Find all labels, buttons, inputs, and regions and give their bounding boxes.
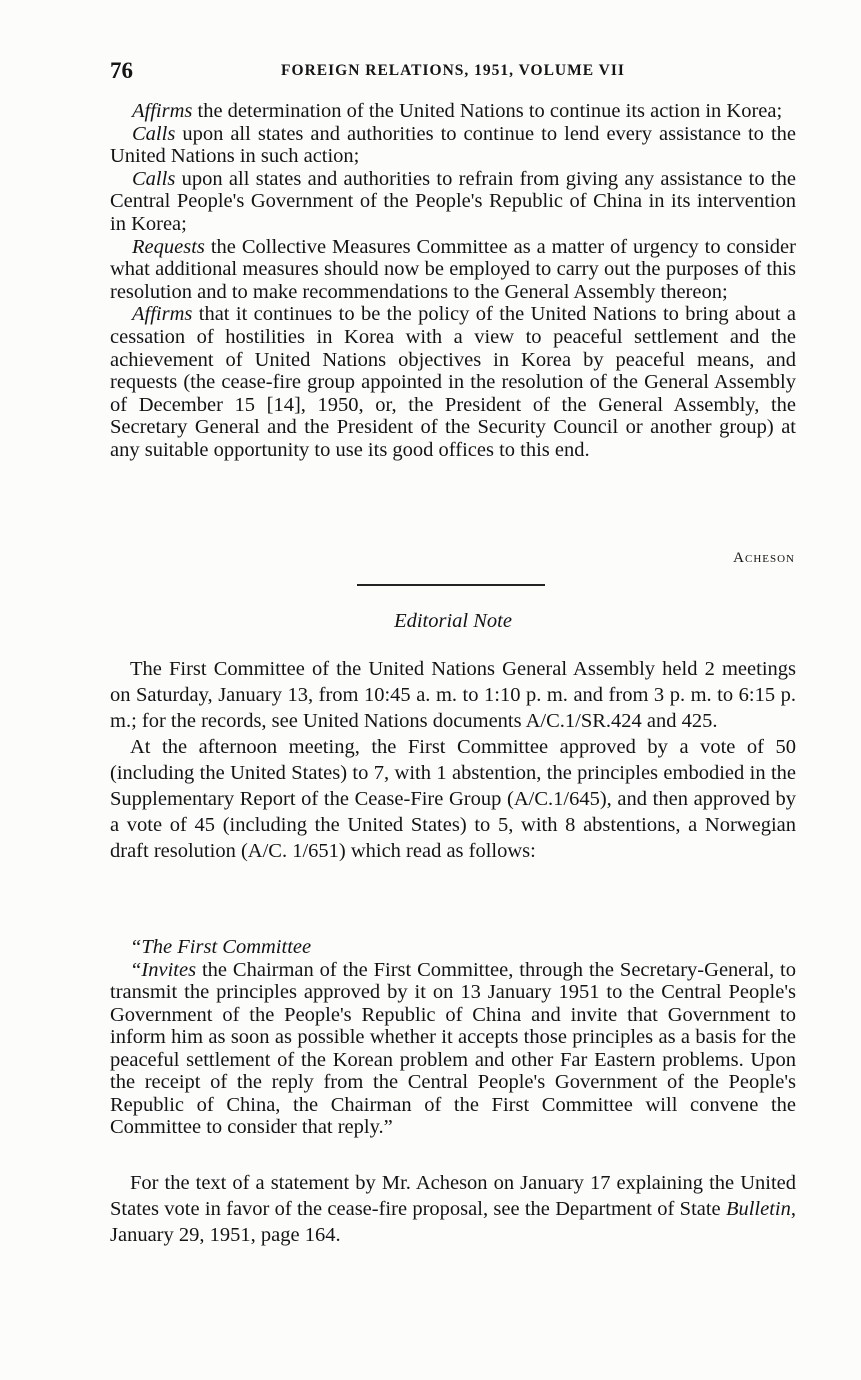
quote-paragraph: [110, 959, 796, 1139]
closing-text: For the text of a statement by Mr. Acheson on January 17 explaining the United States vote in favor of the cease-fire proposal, see the Department of State: [110, 1172, 796, 1220]
resolution-paragraph: [110, 236, 796, 304]
signature: Acheson: [733, 550, 795, 566]
resolution-body: the Collective Measures Committee as a matter of urgency to consider what additional measures should now be employed to carry out the purposes of this resolution and to make recommendations to the General Assembly thereon;: [110, 235, 796, 303]
resolution-text: [110, 100, 796, 462]
editorial-note-body: [110, 656, 796, 864]
resolution-lead: Calls: [132, 167, 176, 190]
running-title: FOREIGN RELATIONS, 1951, VOLUME VII: [281, 62, 625, 79]
resolution-paragraph: [110, 168, 796, 236]
closing-text-end: , January 29, 1951, page 164.: [110, 1198, 796, 1246]
editorial-note-title: Editorial Note: [394, 610, 512, 632]
resolution-lead: Requests: [132, 235, 205, 258]
closing-note: [110, 1170, 796, 1248]
resolution-body: upon all states and authorities to refrain from giving any assistance to the Central People's Government of the People's Republic of China in its intervention in Korea;: [110, 167, 796, 235]
resolution-body: the determination of the United Nations to continue its action in Korea;: [192, 100, 783, 122]
resolution-lead: Affirms: [132, 100, 193, 122]
resolution-body: that it continues to be the policy of the United Nations to bring about a cessation of hostilities in Korea with a view to peaceful settlement and the achievement of United Nations objectives in Korea by peaceful means, and requests (the cease-fire group appointed in the resolution of the General Assembly of December 15 [14], 1950, or, the President of the General Assembly, the Secretary General and the President of the Security Council or another group) at any suitable opportunity to use its good offices to this end.: [110, 303, 796, 461]
resolution-paragraph: [110, 100, 796, 123]
editorial-paragraph: At the afternoon meeting, the First Committee approved by a vote of 50 (including the United States) to 7, with 1 abstention, the principles embodied in the Supplementary Report of the Cease-Fire Group (A/C.1/645), and then approved by a vote of 45 (including the United States) to 5, with 8 abstentions, a Norwegian draft resolution (A/C. 1/651) which read as follows:: [110, 736, 796, 862]
editorial-paragraph: The First Committee of the United Nations General Assembly held 2 meetings on Saturday, January 13, from 10:45 a. m. to 1:10 p. m. and from 3 p. m. to 6:15 p. m.; for the records, see United Nations documents A/C.1/SR.424 and 425.: [110, 658, 796, 732]
page-header: [110, 58, 796, 88]
quote-heading: “The First Committee: [130, 936, 312, 958]
resolution-lead: Calls: [132, 122, 176, 145]
closing-paragraph: [110, 1170, 796, 1248]
bulletin-title: Bulletin: [725, 1198, 791, 1220]
quote-lead: “Invites: [130, 958, 197, 981]
quoted-resolution: [110, 936, 796, 1139]
page-number: 76: [110, 58, 133, 83]
quote-body: the Chairman of the First Committee, through the Secretary-General, to transmit the principles approved by it on 13 January 1951 to the Central People's Government of the People's Republic of China and invite that Government to inform him as soon as possible whether it accepts those principles as a basis for the peaceful settlement of the Korean problem and other Far Eastern problems. Upon the receipt of the reply from the Central People's Government of the People's Republic of China, the Chairman of the First Committee will convene the Committee to consider that reply.”: [110, 958, 796, 1138]
resolution-paragraph: [110, 123, 796, 168]
resolution-paragraph: [110, 303, 796, 461]
resolution-body: upon all states and authorities to continue to lend every assistance to the United Nations in such action;: [110, 122, 796, 168]
resolution-lead: Affirms: [132, 303, 193, 326]
section-divider: [357, 584, 545, 586]
